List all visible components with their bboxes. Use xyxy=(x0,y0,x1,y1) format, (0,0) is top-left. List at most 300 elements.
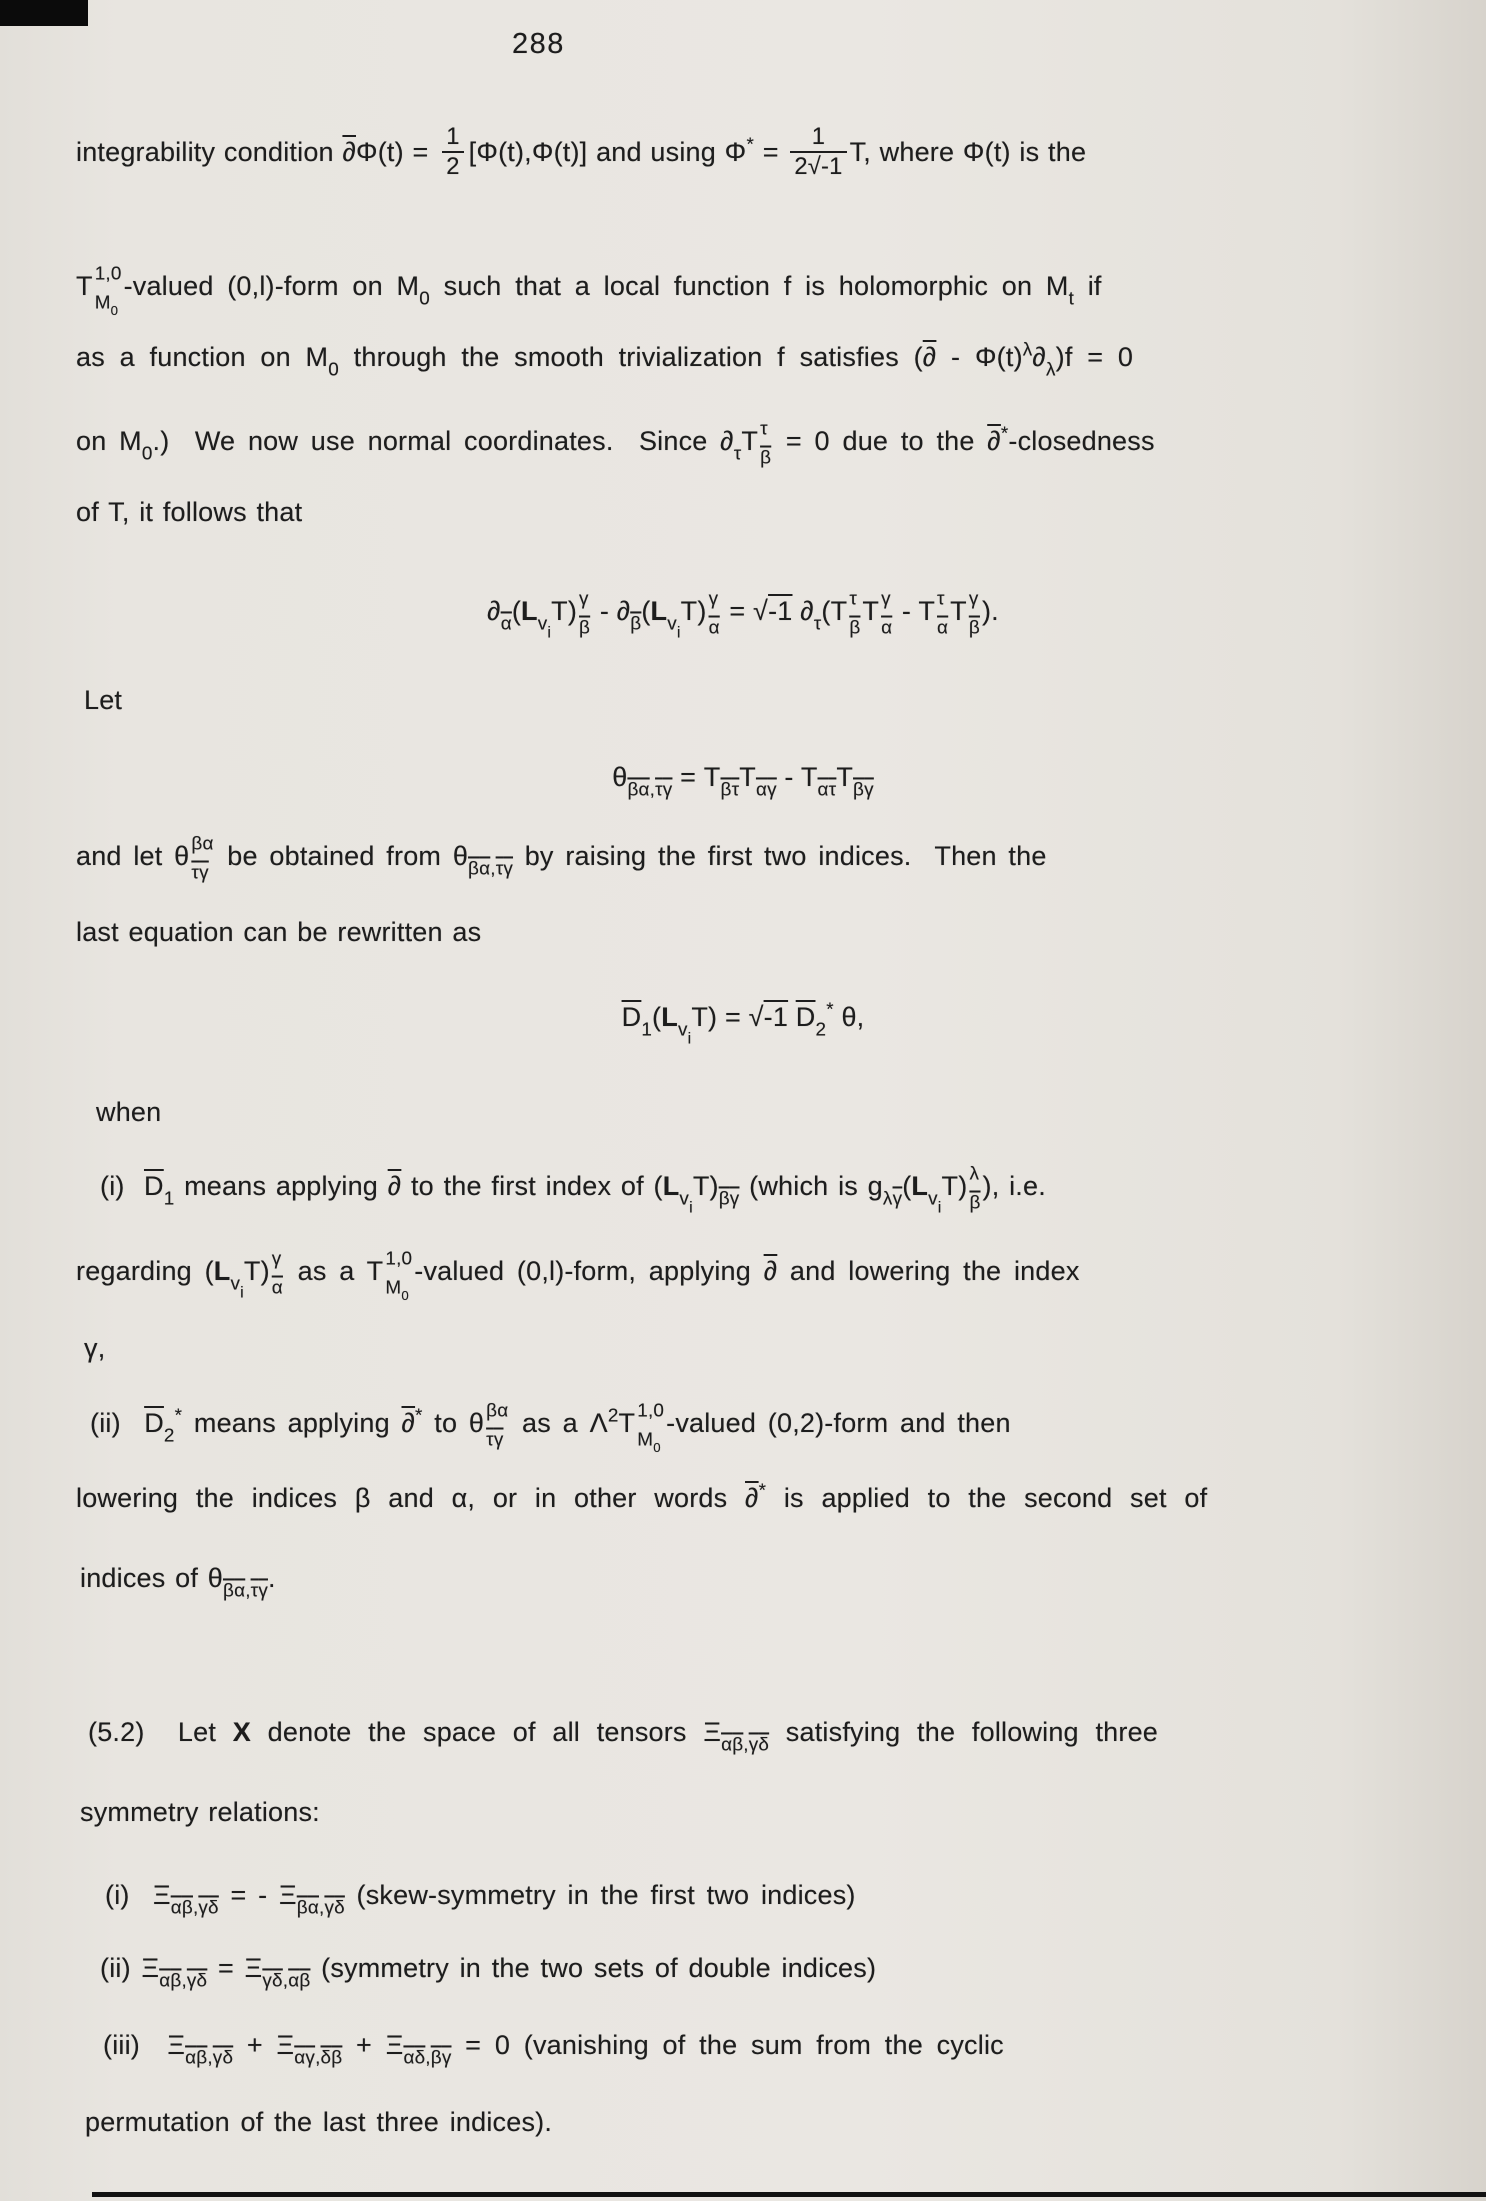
math-text: as a function on M xyxy=(76,342,329,372)
overbar-text: $\overline{\gamma}$ xyxy=(493,1429,504,1451)
overbar-text: $\overline{D}$ xyxy=(621,1002,642,1032)
math-text: t xyxy=(1068,288,1075,310)
scan-artifact-top-left xyxy=(0,0,88,26)
subscript xyxy=(164,1425,175,1449)
text-line xyxy=(90,1400,1011,1456)
subscript xyxy=(223,1579,268,1603)
overbar-text: $\overline{\beta}$ xyxy=(630,613,642,635)
math-text: to the first index of ( xyxy=(401,1171,663,1202)
math-text: ). xyxy=(981,596,999,627)
math-text: v xyxy=(679,1188,690,1210)
subscript xyxy=(818,778,837,802)
math-text: last equation can be rewritten as xyxy=(76,917,482,947)
overbar-text: $\overline{\tau}$ xyxy=(655,779,663,801)
math-text: τ xyxy=(937,588,945,610)
overbar-text: $\overline{\delta}$ xyxy=(334,1897,345,1919)
math-text: - T xyxy=(776,762,818,792)
overbar-text: $\overline{\delta}$ xyxy=(320,2047,332,2069)
subscript xyxy=(230,1273,244,1302)
overbar-text: $\overline{\beta}$ xyxy=(181,1897,193,1919)
bold-text: X xyxy=(232,1717,251,1747)
math-text: T) xyxy=(680,596,707,627)
math-text: [Φ(t),Φ(t)] and using Φ xyxy=(468,137,747,168)
overbar-text: $\overline{\gamma}$ xyxy=(729,1188,740,1210)
math-text: 2 xyxy=(607,1405,619,1427)
overbar-text: $\overline{\alpha}$ xyxy=(403,2047,415,2069)
math-text: T) xyxy=(551,596,578,627)
math-text: (5.2) Let xyxy=(88,1717,233,1747)
math-text: 2√ xyxy=(794,152,822,180)
math-text: θ xyxy=(612,762,628,792)
subscript xyxy=(191,862,209,884)
math-text: T xyxy=(950,596,967,627)
subscript xyxy=(419,288,430,312)
overbar-text: ∂ xyxy=(745,1483,759,1513)
overbar-text: $\overline{\delta}$ xyxy=(272,1970,283,1992)
math-text: (skew-symmetry in the first two indices) xyxy=(344,1880,856,1910)
math-text: Let xyxy=(84,685,123,715)
math-text: T xyxy=(741,426,759,457)
overbar-text: -1 xyxy=(768,596,793,627)
math-text: M xyxy=(385,1277,402,1299)
subscript xyxy=(928,1188,942,1217)
overbar-text: $\overline{\beta}$ xyxy=(969,1192,981,1214)
subscript xyxy=(111,304,119,317)
math-text: ), i.e. xyxy=(982,1171,1046,1202)
math-text: v xyxy=(677,1019,688,1041)
superscript xyxy=(191,833,214,855)
overbar-text: $\overline{\gamma}$ xyxy=(199,862,209,884)
math-text: , xyxy=(425,2047,431,2069)
math-text: of T, it follows that xyxy=(76,497,303,527)
sup-sub-stack xyxy=(579,588,591,639)
math-text: 2 xyxy=(446,152,460,180)
superscript xyxy=(1001,423,1009,447)
superscript xyxy=(969,1163,980,1185)
subscript xyxy=(760,447,772,469)
math-text: γ xyxy=(579,588,589,610)
bold-text: L xyxy=(521,596,538,627)
overbar-text: $\overline{\alpha}$ xyxy=(937,617,949,639)
overbar-text: $\overline{\beta}$ xyxy=(296,1897,308,1919)
math-text: i xyxy=(240,1283,244,1302)
overbar-text: $\overline{\alpha}$ xyxy=(288,1970,300,1992)
overbar-text: -1 xyxy=(763,1002,789,1032)
math-text: λ xyxy=(1045,359,1056,381)
math-text: λ xyxy=(969,1163,980,1185)
overbar-text: $\overline{\beta}$ xyxy=(170,1970,182,1992)
math-text: i xyxy=(687,1029,692,1048)
subscript xyxy=(677,1018,692,1048)
overbar-text: $\overline{\tau}$ xyxy=(486,1429,494,1451)
overbar-text: $\overline{\delta}$ xyxy=(208,1897,219,1919)
math-text: 0 xyxy=(653,1440,661,1456)
text-line xyxy=(76,1482,1207,1516)
subscript xyxy=(185,2046,233,2070)
subscript xyxy=(688,1028,692,1048)
sup-sub-stack xyxy=(968,588,980,639)
superscript xyxy=(937,588,945,610)
math-text: ( xyxy=(652,1002,662,1032)
subscript xyxy=(164,1188,175,1212)
math-text: 0 xyxy=(401,1288,409,1304)
math-text: to θ xyxy=(422,1408,485,1439)
overbar-text: $\overline{\tau}$ xyxy=(731,779,740,801)
math-text: T) xyxy=(941,1171,968,1202)
math-text: * xyxy=(174,1405,183,1427)
math-text: τ xyxy=(813,613,822,635)
math-text: i xyxy=(937,1198,942,1217)
math-text: means applying xyxy=(182,1408,402,1439)
subscript xyxy=(641,1018,652,1042)
math-text: if xyxy=(1074,271,1102,302)
overbar-text: $\overline{\alpha}$ xyxy=(294,2047,306,2069)
subscript xyxy=(468,858,513,882)
math-text: γ xyxy=(968,588,979,610)
display-equation xyxy=(0,999,1486,1048)
overbar-text: $\overline{\beta}$ xyxy=(430,2047,442,2069)
superscript xyxy=(759,1480,767,1504)
overbar-text: $\overline{\beta}$ xyxy=(853,779,865,801)
math-text: (i) xyxy=(100,1171,144,1202)
denominator xyxy=(790,151,846,181)
superscript xyxy=(271,1248,282,1270)
math-text: regarding ( xyxy=(76,1256,214,1287)
math-text: lowering the indices β and α, or in other words xyxy=(76,1483,746,1513)
superscript xyxy=(637,1400,665,1422)
text-line xyxy=(76,496,302,530)
fraction xyxy=(440,124,465,180)
overbar-text: $\overline{\tau}$ xyxy=(250,1580,259,1602)
math-text: , xyxy=(192,1897,199,1919)
subscript xyxy=(240,1283,244,1303)
overbar-text: $\overline{\gamma}$ xyxy=(662,779,673,801)
overbar-text: $\overline{\alpha}$ xyxy=(307,1897,319,1919)
math-text: as a Λ xyxy=(510,1408,608,1439)
math-text: λ xyxy=(1022,339,1033,361)
math-text: T) = √ xyxy=(691,1002,764,1032)
math-text: T xyxy=(618,1408,636,1439)
math-text: T xyxy=(739,762,756,792)
math-text: γ xyxy=(708,588,719,610)
math-text: . xyxy=(267,1563,276,1593)
superscript xyxy=(746,134,754,158)
overbar-text: $\overline{\alpha}$ xyxy=(185,2047,197,2069)
math-text: 1 xyxy=(641,1019,653,1041)
math-text: T xyxy=(76,271,93,302)
overbar-text: $\overline{\beta}$ xyxy=(331,2047,343,2069)
overbar-text: $\overline{\beta}$ xyxy=(718,1188,730,1210)
subscript xyxy=(814,613,822,637)
overbar-text: $\overline{\beta}$ xyxy=(968,617,980,639)
overbar-text: $\overline{\gamma}$ xyxy=(864,779,874,801)
text-line xyxy=(76,834,1047,882)
page-number: 288 xyxy=(512,28,565,60)
sup-sub-stack xyxy=(937,588,949,639)
superscript xyxy=(849,588,857,610)
overbar-text: $\overline{\gamma}$ xyxy=(258,1580,268,1602)
overbar-text: $\overline{\tau}$ xyxy=(495,858,504,880)
math-text: = Ξ xyxy=(207,1953,263,1983)
subscript xyxy=(627,778,672,802)
subscript xyxy=(262,1969,310,1993)
bold-text: L xyxy=(911,1171,929,1202)
subscript xyxy=(547,623,551,643)
math-text: ∂ xyxy=(1032,342,1046,372)
math-text: symmetry relations: xyxy=(80,1797,320,1827)
math-text: 2 xyxy=(163,1425,175,1447)
subscript xyxy=(294,2046,342,2070)
math-text: = 0 (vanishing of the sum from the cyclic xyxy=(451,2030,1004,2060)
sup-sub-stack xyxy=(94,263,122,319)
math-text: 0 xyxy=(110,303,119,319)
math-text: T xyxy=(836,762,854,792)
math-text: ( xyxy=(641,596,651,627)
overbar-text: $\overline{\delta}$ xyxy=(196,1970,208,1992)
math-text: v xyxy=(667,613,677,635)
superscript xyxy=(881,588,891,610)
overbar-text: $\overline{\delta}$ xyxy=(222,2047,234,2069)
math-text: ∂ xyxy=(487,596,501,627)
overbar-text: $\overline{\tau}$ xyxy=(828,779,837,801)
subscript xyxy=(385,1277,409,1304)
overbar-text: $\overline{\gamma}$ xyxy=(748,1734,759,1756)
subscript xyxy=(677,623,681,643)
math-text: .) We now use normal coordinates. Since ∂ xyxy=(152,426,734,457)
math-text: ( xyxy=(902,1171,912,1202)
overbar-text: $\overline{\alpha}$ xyxy=(159,1970,171,1992)
subscript xyxy=(721,1733,769,1757)
text-line xyxy=(80,1796,320,1830)
superscript xyxy=(94,263,122,285)
math-text: + Ξ xyxy=(342,2030,404,2060)
text-line xyxy=(76,1248,1080,1304)
math-text: = 0 due to the xyxy=(773,426,988,457)
math-text: = xyxy=(754,137,788,168)
display-equation xyxy=(0,761,1486,801)
sup-sub-stack xyxy=(385,1248,413,1304)
overbar-text: $\overline{\alpha}$ xyxy=(479,858,491,880)
math-text xyxy=(788,1002,796,1032)
subscript xyxy=(537,613,552,642)
superscript xyxy=(1023,339,1033,363)
list-item xyxy=(103,2029,1004,2069)
math-text: means applying xyxy=(174,1171,388,1202)
text-line xyxy=(76,123,1087,182)
subscript xyxy=(271,1277,283,1299)
sup-sub-stack xyxy=(760,418,772,469)
math-text: (iii) Ξ xyxy=(103,2030,186,2060)
math-text: - Φ(t) xyxy=(936,342,1023,372)
overbar-text: ∂ xyxy=(387,1171,402,1202)
overbar-text: $\overline{D}$ xyxy=(795,1002,816,1032)
list-item xyxy=(100,1952,877,1992)
overbar-text: $\overline{\alpha}$ xyxy=(234,1580,246,1602)
overbar-text: $\overline{D}$ xyxy=(144,1408,164,1439)
bold-text: L xyxy=(661,1002,678,1032)
math-text: i xyxy=(689,1198,693,1217)
subscript xyxy=(853,778,874,802)
overbar-text: $\overline{\delta}$ xyxy=(414,2047,426,2069)
overbar-text: $\overline{\gamma}$ xyxy=(767,779,777,801)
math-text: T xyxy=(862,596,880,627)
overbar-text: ∂ xyxy=(987,426,1001,457)
text-line xyxy=(85,2106,552,2140)
math-text: θ, xyxy=(833,1002,865,1032)
sup-sub-stack xyxy=(849,588,861,639)
numerator xyxy=(806,124,831,151)
subscript xyxy=(501,613,512,637)
overbar-text: $\overline{\alpha}$ xyxy=(881,617,893,639)
math-text: ∂ xyxy=(792,596,814,627)
math-text: as a T xyxy=(284,1256,384,1287)
subscript xyxy=(881,617,893,639)
text-line xyxy=(96,1096,161,1130)
overbar-text: $\overline{\gamma}$ xyxy=(503,858,514,880)
superscript xyxy=(486,1400,509,1422)
math-text: -valued (0,2)-form and then xyxy=(666,1408,1011,1439)
subscript xyxy=(719,1188,740,1212)
subscript xyxy=(328,358,339,382)
math-text: T) xyxy=(243,1256,270,1287)
sup-sub-stack xyxy=(637,1400,665,1456)
overbar-text: $\overline{\alpha}$ xyxy=(755,779,768,801)
math-text: - ∂ xyxy=(592,596,631,627)
text-line xyxy=(84,684,122,718)
math-text: , xyxy=(315,2047,321,2069)
math-text: is applied to the second set of xyxy=(766,1483,1208,1513)
math-text: through the smooth trivialization f satisfies ( xyxy=(338,342,923,372)
subscript xyxy=(689,1198,693,1218)
overbar-text: $\overline{\alpha}$ xyxy=(170,1897,182,1919)
sup-sub-stack xyxy=(191,833,214,884)
math-text: -closedness xyxy=(1008,426,1155,457)
math-text: + Ξ xyxy=(233,2030,295,2060)
superscript xyxy=(385,1248,413,1270)
math-text: * xyxy=(746,134,754,156)
superscript xyxy=(415,1405,423,1429)
math-text: , xyxy=(207,2047,213,2069)
math-text: λ xyxy=(882,1188,893,1210)
math-text: 1 xyxy=(811,123,826,150)
text-line xyxy=(76,916,481,950)
math-text: )f = 0 xyxy=(1055,342,1134,372)
math-text: such that a local function f is holomorphic on M xyxy=(429,271,1069,302)
math-text: 1,0 xyxy=(637,1400,665,1422)
subscript xyxy=(849,617,861,639)
subscript xyxy=(756,778,777,802)
math-text: = √ xyxy=(721,596,769,627)
overbar-text: ∂ xyxy=(763,1256,778,1287)
math-text: 0 xyxy=(419,288,430,310)
math-text: (T xyxy=(821,596,848,627)
superscript xyxy=(175,1405,183,1429)
subscript xyxy=(171,1896,219,1920)
subscript xyxy=(937,617,949,639)
overbar-text: $\overline{\gamma}$ xyxy=(186,1970,197,1992)
subscript xyxy=(667,613,681,642)
overbar-text: ∂ xyxy=(342,137,356,168)
math-text: -valued (0,l)-form, applying xyxy=(414,1256,764,1287)
sup-sub-stack xyxy=(271,1248,283,1299)
subscript xyxy=(297,1896,345,1920)
denominator xyxy=(442,151,463,181)
math-text: and let θ xyxy=(76,841,190,872)
bold-text: L xyxy=(650,596,668,627)
overbar-text: $\overline{\beta}$ xyxy=(468,858,480,880)
math-text: integrability condition xyxy=(76,137,343,168)
math-text: T, where Φ(t) is the xyxy=(849,137,1087,168)
superscript xyxy=(579,588,589,610)
bold-text: L xyxy=(213,1256,231,1287)
math-text: ( xyxy=(511,596,522,627)
math-text: = - Ξ xyxy=(218,1880,297,1910)
math-text: , xyxy=(245,1580,251,1602)
subscript xyxy=(653,1441,661,1454)
math-text: 0 xyxy=(328,359,339,381)
text-line xyxy=(84,1332,105,1366)
math-text: , xyxy=(490,858,496,880)
subscript xyxy=(486,1429,504,1451)
overbar-text: -1 xyxy=(821,152,843,180)
math-text: -valued (0,l)-form on M xyxy=(123,271,420,302)
subscript xyxy=(159,1969,207,1993)
text-line xyxy=(88,1716,1158,1756)
text-line xyxy=(100,1163,1046,1217)
sup-sub-stack xyxy=(969,1163,981,1214)
math-text: v xyxy=(928,1188,938,1210)
subscript xyxy=(637,1429,661,1456)
math-text: * xyxy=(826,999,834,1021)
overbar-text: $\overline{D}$ xyxy=(143,1171,164,1202)
subscript xyxy=(968,617,980,639)
math-text: when xyxy=(96,1097,162,1127)
subscript xyxy=(579,617,591,639)
math-text: γ xyxy=(271,1248,282,1270)
subscript xyxy=(721,778,740,802)
math-text: βα xyxy=(486,1400,509,1422)
subscript xyxy=(969,1192,981,1214)
fraction xyxy=(790,124,846,180)
overbar-text: $\overline{\gamma}$ xyxy=(441,2047,452,2069)
overbar-text: $\overline{\beta}$ xyxy=(299,1970,311,1992)
superscript xyxy=(608,1405,619,1429)
math-text: , xyxy=(649,779,656,801)
math-text: 1 xyxy=(163,1188,175,1210)
overbar-text: $\overline{\gamma}$ xyxy=(324,1897,335,1919)
overbar-text: $\overline{\alpha}$ xyxy=(721,1734,733,1756)
math-text: γ, xyxy=(84,1333,106,1363)
math-text: (ii) xyxy=(90,1408,145,1439)
math-text: , xyxy=(181,1970,187,1992)
overbar-text: $\overline{\gamma}$ xyxy=(212,2047,223,2069)
overbar-text: $\overline{\gamma}$ xyxy=(892,1188,903,1210)
math-text: indices of θ xyxy=(80,1563,223,1593)
math-text: 1,0 xyxy=(94,263,122,285)
overbar-text: $\overline{\beta}$ xyxy=(627,779,639,801)
text-line xyxy=(76,339,1134,381)
overbar-text: $\overline{\gamma}$ xyxy=(262,1970,273,1992)
bold-text: L xyxy=(662,1171,680,1202)
overbar-text: $\overline{\beta}$ xyxy=(760,447,772,469)
subscript xyxy=(883,1188,902,1212)
overbar-text: $\overline{\beta}$ xyxy=(196,2047,208,2069)
math-text: (ii) Ξ xyxy=(100,1953,160,1983)
overbar-text: $\overline{\beta}$ xyxy=(849,617,861,639)
math-text: 2 xyxy=(815,1019,827,1041)
subscript xyxy=(403,2046,451,2070)
math-text: v xyxy=(537,613,548,635)
